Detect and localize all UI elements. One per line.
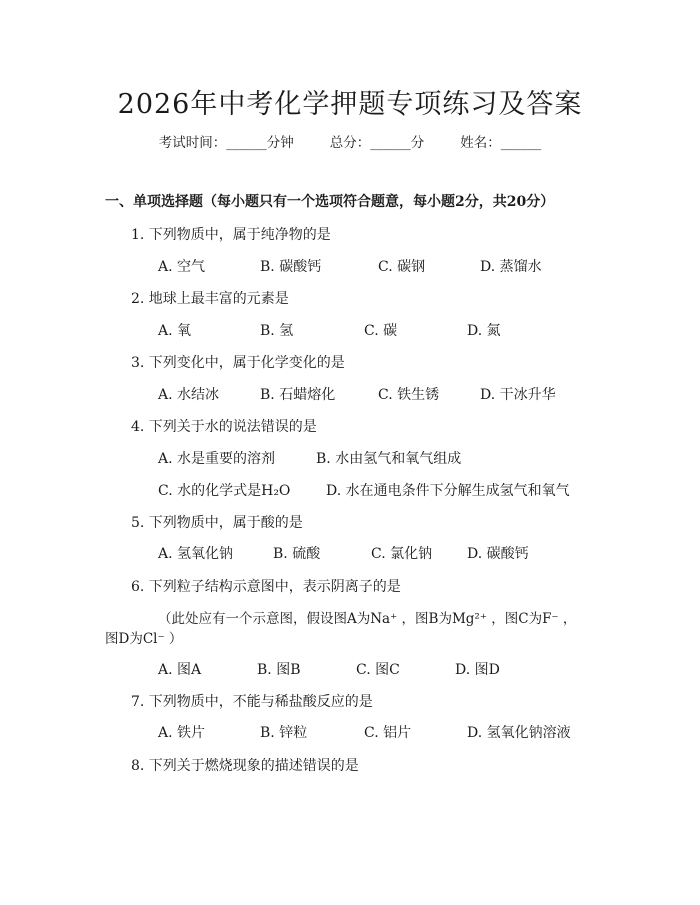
- question-7-option-b: B. 锌粒: [260, 725, 308, 741]
- question-2-option-b: B. 氢: [260, 323, 294, 339]
- question-4-option-c: C. 水的化学式是H₂O: [158, 483, 291, 499]
- question-8-stem: 8. 下列关于燃烧现象的描述错误的是: [131, 758, 359, 774]
- question-6-option-c: C. 图C: [356, 662, 400, 678]
- question-1-option-d: D. 蒸馏水: [480, 259, 542, 275]
- question-6-stem: 6. 下列粒子结构示意图中，表示阴离子的是: [131, 579, 401, 595]
- exam-info-line: [0, 131, 700, 151]
- question-5-option-c: C. 氯化钠: [371, 546, 433, 562]
- question-1-option-a: A. 空气: [158, 259, 206, 275]
- question-6-figure-note-line-1: （此处应有一个示意图，假设图A为Na⁺ ，图B为Mg²⁺ ，图C为F⁻ ，: [158, 611, 577, 627]
- question-2-option-c: C. 碳: [364, 323, 398, 339]
- question-6-option-d: D. 图D: [455, 662, 500, 678]
- exam-time-field: 考试时间：______分钟: [158, 135, 294, 151]
- question-3-option-c: C. 铁生锈: [378, 387, 440, 403]
- question-5-option-d: D. 碳酸钙: [467, 546, 529, 562]
- question-5-stem: 5. 下列物质中，属于酸的是: [131, 515, 303, 531]
- question-2-stem: 2. 地球上最丰富的元素是: [131, 291, 289, 307]
- question-6-figure-note-line-2: 图D为Cl⁻ ）: [105, 631, 183, 647]
- total-score-field: 总分：______分: [329, 135, 425, 151]
- question-1-option-b: B. 碳酸钙: [260, 259, 322, 275]
- question-2-option-d: D. 氮: [467, 323, 501, 339]
- question-1-stem: 1. 下列物质中，属于纯净物的是: [131, 227, 331, 243]
- page-title: 2026年中考化学押题专项练习及答案: [117, 89, 583, 120]
- question-3-option-b: B. 石蜡熔化: [260, 387, 336, 403]
- question-5-option-a: A. 氢氧化钠: [158, 546, 234, 562]
- question-4-option-d: D. 水在通电条件下分解生成氢气和氧气: [326, 483, 570, 499]
- question-7-option-c: C. 铝片: [364, 725, 412, 741]
- question-1-option-c: C. 碳钢: [378, 259, 426, 275]
- question-3-option-a: A. 水结冰: [158, 387, 220, 403]
- question-5-option-b: B. 硫酸: [273, 546, 321, 562]
- student-name-field: 姓名：______: [460, 135, 542, 151]
- question-4-stem: 4. 下列关于水的说法错误的是: [131, 419, 317, 435]
- question-7-option-d: D. 氢氧化钠溶液: [467, 725, 571, 741]
- question-2-option-a: A. 氧: [158, 323, 192, 339]
- question-3-stem: 3. 下列变化中，属于化学变化的是: [131, 355, 345, 371]
- question-3-option-d: D. 干冰升华: [480, 387, 556, 403]
- section-heading: 一、单项选择题（每小题只有一个选项符合题意，每小题2分，共20分）: [105, 194, 555, 210]
- question-4-option-a: A. 水是重要的溶剂: [158, 451, 276, 467]
- question-4-option-b: B. 水由氢气和氧气组成: [316, 451, 462, 467]
- question-6-option-a: A. 图A: [158, 662, 202, 678]
- question-6-option-b: B. 图B: [257, 662, 301, 678]
- question-7-stem: 7. 下列物质中，不能与稀盐酸反应的是: [131, 694, 373, 710]
- question-7-option-a: A. 铁片: [158, 725, 206, 741]
